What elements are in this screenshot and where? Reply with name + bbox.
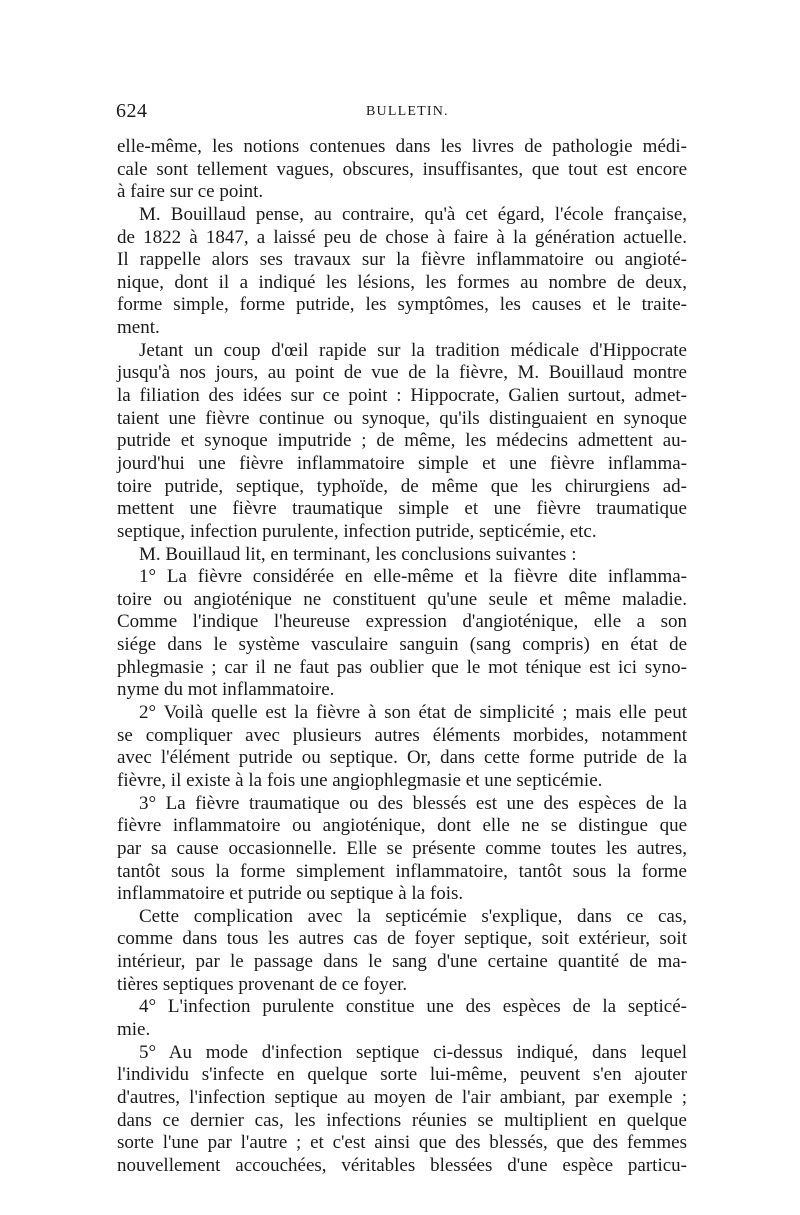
text-line: de 1822 à 1847, a laissé peu de chose à faire à la génération actuelle. <box>117 226 687 248</box>
text-line: à faire sur ce point. <box>117 181 264 203</box>
text-line: fièvre inflammatoire ou angioténique, dont elle ne se distingue que <box>117 815 687 837</box>
running-head: BULLETIN. <box>366 104 449 119</box>
text-line: cale sont tellement vagues, obscures, insuffisantes, que tout est encore <box>117 158 687 180</box>
text-line: tantôt sous la forme simplement inflammatoire, tantôt sous la forme <box>117 860 687 882</box>
text-line: 2° Voilà quelle est la fièvre à son état de simplicité ; mais elle peut <box>139 702 687 724</box>
text-line: nouvellement accouchées, véritables blessées d'une espèce particu- <box>117 1154 687 1176</box>
text-line: avec l'élément putride ou septique. Or, dans cette forme putride de la <box>117 747 687 769</box>
text-line: nique, dont il a indiqué les lésions, les formes au nombre de deux, <box>117 271 687 293</box>
text-line: dans ce dernier cas, les infections réunies se multiplient en quelque <box>117 1109 687 1131</box>
text-line: la filiation des idées sur ce point : Hippocrate, Galien surtout, admet- <box>117 385 687 407</box>
text-line: toire putride, septique, typhoïde, de même que les chirurgiens ad- <box>117 475 687 497</box>
text-line: jourd'hui une fièvre inflammatoire simple et une fièvre inflamma- <box>117 452 687 474</box>
text-line: l'individu s'infecte en quelque sorte lui-même, peuvent s'en ajouter <box>117 1064 687 1086</box>
text-line: nyme du mot inflammatoire. <box>117 679 335 701</box>
text-line: fièvre, il existe à la fois une angiophlegmasie et une septicémie. <box>117 769 603 791</box>
text-line: mettent une fièvre traumatique simple et une fièvre traumatique <box>117 498 687 520</box>
text-line: comme dans tous les autres cas de foyer septique, soit extérieur, soit <box>117 928 687 950</box>
text-line: 4° L'infection purulente constitue une des espèces de la septicé- <box>139 996 687 1018</box>
text-line: Comme l'indique l'heureuse expression d'angioténique, elle a son <box>117 611 687 633</box>
page-number: 624 <box>116 100 148 122</box>
text-line: ment. <box>117 317 160 339</box>
text-line: mie. <box>117 1018 151 1040</box>
text-line: siége dans le système vasculaire sanguin (sang compris) en état de <box>117 634 687 656</box>
text-line: 5° Au mode d'infection septique ci-dessus indiqué, dans lequel <box>139 1041 687 1063</box>
text-line: sorte l'une par l'autre ; et c'est ainsi que des blessés, que des femmes <box>117 1132 687 1154</box>
text-line: toire ou angioténique ne constituent qu'une seule et même maladie. <box>117 588 687 610</box>
body-text <box>117 136 687 1177</box>
text-line: forme simple, forme putride, les symptômes, les causes et le traite- <box>117 294 687 316</box>
text-line: d'autres, l'infection septique au moyen de l'air ambiant, par exemple ; <box>117 1086 687 1108</box>
text-line: intérieur, par le passage dans le sang d'une certaine quantité de ma- <box>117 951 687 973</box>
text-line: M. Bouillaud pense, au contraire, qu'à cet égard, l'école française, <box>139 203 687 225</box>
text-line: phlegmasie ; car il ne faut pas oublier que le mot ténique est ici syno- <box>117 656 687 678</box>
text-line: inflammatoire et putride ou septique à la fois. <box>117 883 464 905</box>
text-line: tières septiques provenant de ce foyer. <box>117 973 408 995</box>
text-line: par sa cause occasionnelle. Elle se présente comme toutes les autres, <box>117 837 687 859</box>
text-line: M. Bouillaud lit, en terminant, les conclusions suivantes : <box>139 543 577 565</box>
text-line: elle-même, les notions contenues dans les livres de pathologie médi- <box>117 136 687 157</box>
text-line: Jetant un coup d'œil rapide sur la tradition médicale d'Hippocrate <box>139 339 687 361</box>
text-line: 1° La fièvre considérée en elle-même et la fièvre dite inflamma- <box>139 566 687 588</box>
page-header <box>116 100 688 126</box>
text-line: se compliquer avec plusieurs autres éléments morbides, notamment <box>117 724 687 746</box>
text-line: Il rappelle alors ses travaux sur la fièvre inflammatoire ou angioté- <box>117 249 687 271</box>
text-line: septique, infection purulente, infection putride, septicémie, etc. <box>117 520 597 542</box>
text-line: putride et synoque imputride ; de même, les médecins admettent au- <box>117 430 687 452</box>
text-line: taient une fièvre continue ou synoque, qu'ils distinguaient en synoque <box>117 407 687 429</box>
text-line: Cette complication avec la septicémie s'explique, dans ce cas, <box>139 905 687 927</box>
text-line: 3° La fièvre traumatique ou des blessés est une des espèces de la <box>139 792 687 814</box>
text-line: jusqu'à nos jours, au point de vue de la fièvre, M. Bouillaud montre <box>117 362 687 384</box>
